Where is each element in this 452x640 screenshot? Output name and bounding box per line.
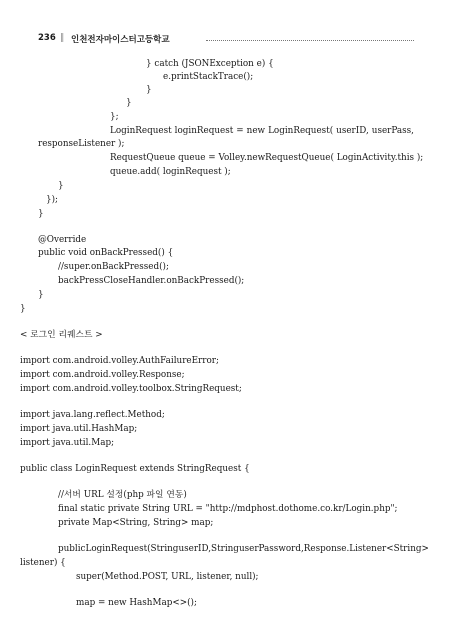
code-line: }; [110, 112, 119, 122]
code-line: } [58, 181, 64, 191]
code-line: } [126, 98, 132, 108]
code-line: public void onBackPressed() { [38, 248, 174, 258]
code-line: public class LoginRequest extends StringRequest { [20, 464, 250, 474]
code-line: } [146, 85, 152, 95]
code-line: final static private String URL = "http://mdphost.dothome.co.kr/Login.php"; [58, 504, 398, 514]
code-token: String [211, 544, 239, 554]
header-separator: ‖ [60, 33, 65, 43]
code-token: LoginRequest [110, 126, 172, 136]
code-line: }); [46, 195, 58, 205]
page-header [38, 31, 414, 47]
code-line [110, 126, 414, 137]
code-line: import java.lang.reflect.Method; [20, 410, 165, 420]
code-token: Response.Listener<String> [303, 544, 429, 554]
section-heading: < 로그인 리퀘스트 > [20, 330, 103, 340]
code-line: RequestQueue queue = Volley.newRequestQueue( LoginActivity.this ); [110, 153, 424, 163]
code-token: LoginRequest(String [85, 544, 179, 554]
code-line: //서버 URL 설정(php 파일 연동) [58, 490, 187, 500]
code-token: userID, [336, 126, 369, 136]
code-line: } [20, 304, 26, 314]
code-line: queue.add( loginRequest ); [110, 167, 231, 177]
code-line: @Override [38, 235, 87, 245]
code-line: listener) { [20, 558, 66, 568]
code-line: import java.util.Map; [20, 438, 115, 448]
code-line: import java.util.HashMap; [20, 424, 138, 434]
page-number: 236 [38, 33, 56, 43]
code-token: userID, [178, 544, 212, 554]
code-token: new [246, 126, 266, 136]
header-dotted-rule [206, 40, 414, 41]
code-line: } catch (JSONException e) { [146, 59, 274, 69]
code-token: = [236, 126, 244, 136]
code-token: loginRequest [174, 126, 234, 136]
code-line: import com.android.volley.AuthFailureError; [20, 356, 219, 366]
code-line: import com.android.volley.Response; [20, 370, 185, 380]
code-line: private Map<String, String> map; [58, 518, 214, 528]
code-token: userPass, [371, 126, 414, 136]
code-line: } [38, 290, 44, 300]
code-line: map = new HashMap<>(); [76, 598, 197, 608]
code-line: //super.onBackPressed(); [58, 262, 169, 272]
code-line: responseListener ); [38, 139, 125, 149]
code-token: public [58, 544, 86, 554]
code-line: backPressCloseHandler.onBackPressed(); [58, 276, 245, 286]
code-line: e.printStackTrace(); [163, 72, 254, 82]
code-line [58, 544, 429, 555]
code-line: } [38, 209, 44, 219]
code-line: import com.android.volley.toolbox.StringRequest; [20, 384, 242, 394]
code-token: userPassword, [238, 544, 304, 554]
code-line: super(Method.POST, URL, listener, null); [76, 572, 259, 582]
header-title: 인천전자마이스터고등학교 [71, 35, 170, 45]
code-token: LoginRequest( [268, 126, 334, 136]
